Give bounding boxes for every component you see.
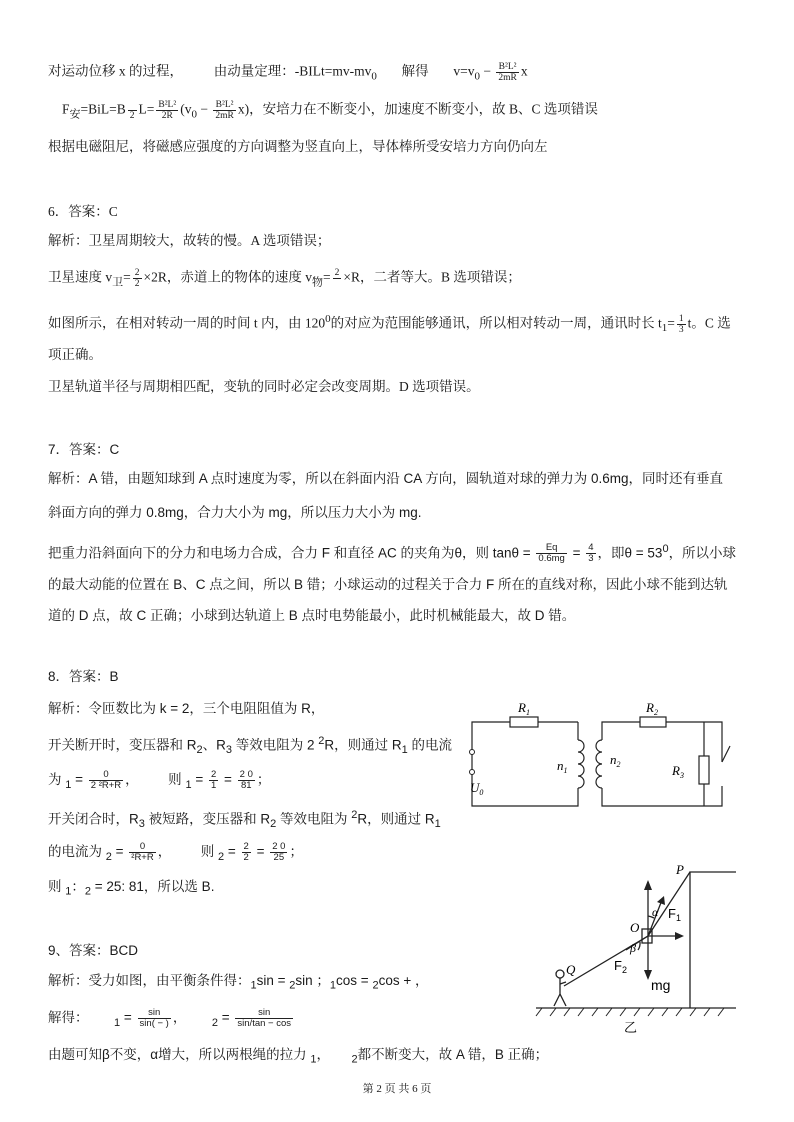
- label-n2: $n_2$: [610, 752, 621, 769]
- secondary-wire-top: [666, 722, 722, 762]
- hatch: [592, 1008, 598, 1016]
- resistor-r2: [640, 717, 666, 727]
- fraction: $\frac{2}{1}$: [210, 769, 217, 791]
- hatch: [550, 1008, 556, 1016]
- label-n1: $n_1$: [557, 758, 568, 775]
- q7-line1: 解析：A 错，由题知球到 A 点时速度为零，所以在斜面内沿 CA 方向，圆轨道对球的弹力为 0.6mg，同时还有垂直: [48, 471, 724, 486]
- primary-coil: [578, 740, 584, 788]
- fraction: $\frac{4}{3}$: [588, 542, 594, 565]
- fraction: $\frac{1}{3}$: [678, 313, 684, 335]
- q8-line5: 的电流为 $_2$ = $\frac{0}{\text{²R+R}}$ ， 则 $_2$ = $\frac{2}{2}$ = $\frac{2 0}{25}$ ；: [48, 841, 303, 863]
- fraction: $\frac{\text{B²L²}}{2mR}$: [215, 100, 234, 121]
- fraction: $\frac{\text{B²L²}}{2R}$: [158, 100, 177, 121]
- fraction: $\frac{\sin}{\sin( - )}$: [139, 1007, 169, 1029]
- q6-line4: 项正确。: [48, 347, 102, 362]
- q6-title: 6．答案：C: [48, 204, 118, 219]
- fraction: 2: [128, 100, 137, 121]
- person-head: [556, 970, 564, 978]
- label-q: Q: [566, 962, 576, 977]
- hatch: [718, 1008, 724, 1016]
- switch: [722, 746, 730, 762]
- q9-title: 9、答案：BCD: [48, 943, 139, 958]
- person-body: [554, 978, 560, 1006]
- q6-line5: 卫星轨道半径与周期相匹配，变轨的同时必定会改变周期。D 选项错误。: [48, 379, 480, 394]
- horizontal-arrowhead: [675, 932, 684, 940]
- label-o: O: [630, 920, 640, 935]
- hatch: [620, 1008, 626, 1016]
- fraction: 2: [334, 268, 340, 278]
- q7-line5: 道的 D 点，故 C 正确；小球到达轨道上 B 点时电势能最小，此时机械能最大，故 D 错。: [48, 608, 576, 623]
- input-terminal-bottom: [470, 770, 475, 775]
- q9-line3: 由题可知β不变，α增大，所以两根绳的拉力 $_1$， $_2$都不断变大，故 A 错，B 正确；: [48, 1047, 549, 1066]
- label-alpha: α: [652, 905, 659, 919]
- q8-line6: 则 $_1$：$_2$ = 25: 81，所以选 B.: [48, 879, 215, 898]
- wall: [690, 872, 736, 1008]
- figure-caption: 乙: [624, 1020, 638, 1035]
- fraction: $\frac{Eq}{0.6mg}$: [538, 542, 565, 565]
- line-em-damping: 根据电磁阻尼，将磁感应强度的方向调整为竖直向上，导体棒所受安培力方向仍向左: [48, 139, 548, 154]
- force-diagram-figure: [530, 858, 750, 1038]
- fraction: $\frac{2}{2}$: [134, 268, 140, 289]
- label-f1: $F_1$: [668, 906, 681, 923]
- q8-line1: 解析：令匝数比为 k = 2，三个电阻阻值为 R，: [48, 701, 325, 716]
- line-ampere-force: $F_安=BiL=B$ 2 L= $\frac{\text{B²L²}}{2R}$ ($v_0$ − $\frac{\text{B²L²}}{2mR}$ x)，安培力在不断变小，加速度不断变小，故 B、C 选项错误: [62, 100, 598, 121]
- hatch: [578, 1008, 584, 1016]
- label-mg: mg: [651, 977, 671, 993]
- label-beta: β: [630, 941, 636, 955]
- hatch: [704, 1008, 710, 1016]
- label-r2: $R_2$: [646, 700, 658, 717]
- fraction: $\frac{\sin}{\sin/\tan - \cos}$: [237, 1007, 292, 1029]
- q7-line4: 的最大动能的位置在 B、C 点之间，所以 B 错；小球运动的过程关于合力 F 所在的直线对称，因此小球不能到达轨: [48, 577, 728, 592]
- secondary-wire: [602, 722, 640, 740]
- q8-line4: 开关闭合时，$R_3$ 被短路，变压器和 $R_2$ 等效电阻为 $^2$R，则通过 $R_1$: [48, 809, 441, 831]
- fraction: $\frac{2 0}{25}$: [272, 841, 286, 863]
- label-r3: $R_3$: [672, 763, 684, 780]
- q8-title: 8．答案：B: [48, 669, 119, 684]
- transformer-circuit-figure: [460, 700, 740, 820]
- q7-title: 7．答案：C: [48, 442, 120, 457]
- q8-line3: 为 $_1$ = $\frac{0}{\text{2 ²R+R}}$ ， 则 $_1$ = $\frac{2}{1}$ = $\frac{2 0}{81}$ ；: [48, 769, 271, 791]
- secondary-coil: [596, 740, 602, 788]
- fraction: $\frac{2}{2}$: [243, 841, 249, 863]
- hatch: [676, 1008, 682, 1016]
- person-arm: [560, 982, 566, 984]
- q9-line1: 解析：受力如图，由平衡条件得：$_1$sin = $_2$sin ；$_1$cos = $_2$cos + ，: [48, 973, 429, 992]
- hatch: [564, 1008, 570, 1016]
- resistor-r1: [510, 717, 538, 727]
- resistor-r3: [699, 756, 709, 784]
- label-f2: $F_2$: [614, 958, 627, 975]
- q7-line3: 把重力沿斜面向下的分力和电场力合成，合力 F 和直径 AC 的夹角为θ，则 tanθ = $\frac{Eq}{0.6mg}$ = $\frac{4}{3}$ ，即$\theta = 53^0$，所以小球: [48, 542, 737, 565]
- input-terminal-top: [470, 750, 475, 755]
- hatch: [634, 1008, 640, 1016]
- rope-po: [648, 872, 690, 936]
- q6-line3: 如图所示，在相对转动一周的时间 t 内，由 $120^0$的对应为范围能够通讯，所以相对转动一周，通讯时长 $t_1=$ $\frac{1}{3}$ t。C 选: [48, 313, 731, 335]
- fraction: $\frac{\text{B²L²}}{2mR}$: [498, 62, 517, 83]
- q8-line2: 开关断开时，变压器和 $R_2$、$R_3$ 等效电阻为 2 $^2$R，则通过 $R_1$ 的电流: [48, 735, 453, 757]
- page-footer: 第 2 页 共 6 页: [362, 1083, 432, 1095]
- line-momentum: 对运动位移 x 的过程， 由动量定理：$-BILt=mv-mv_0$ 解得 $v=v_0$ − $\frac{\text{B²L²}}{2mR}$ x: [48, 62, 528, 83]
- q9-line2: 解得： $_1$ = $\frac{\sin}{\sin( - )}$ ， $_2$ = $\frac{\sin}{\sin/\tan - \cos}$: [48, 1007, 292, 1029]
- label-u0: $U_0$: [470, 780, 484, 797]
- hatch: [662, 1008, 668, 1016]
- hatch: [648, 1008, 654, 1016]
- fraction: $\frac{2 0}{81}$: [239, 769, 253, 791]
- fraction: $\frac{0}{\text{2 ²R+R}}$: [90, 769, 122, 791]
- fraction: $\frac{0}{\text{²R+R}}$: [131, 841, 154, 863]
- hatch: [690, 1008, 696, 1016]
- label-p: P: [676, 862, 684, 877]
- angle-beta-arc: [638, 942, 640, 950]
- person-leg: [560, 994, 566, 1006]
- q7-line2: 斜面方向的弹力 0.8mg，合力大小为 mg，所以压力大小为 mg.: [48, 505, 422, 520]
- vertical-arrowhead: [644, 880, 652, 890]
- hatch: [536, 1008, 542, 1016]
- label-r1: $R_1$: [518, 700, 530, 717]
- q6-line1: 解析：卫星周期较大，故转的慢。A 选项错误；: [48, 233, 331, 248]
- q6-line2: 卫星速度 $v_卫=$ $\frac{2}{2}$ ×2R，赤道上的物体的速度 $v_物=$ 2 ×R，二者等大。B 选项错误；: [48, 268, 521, 289]
- hatch: [606, 1008, 612, 1016]
